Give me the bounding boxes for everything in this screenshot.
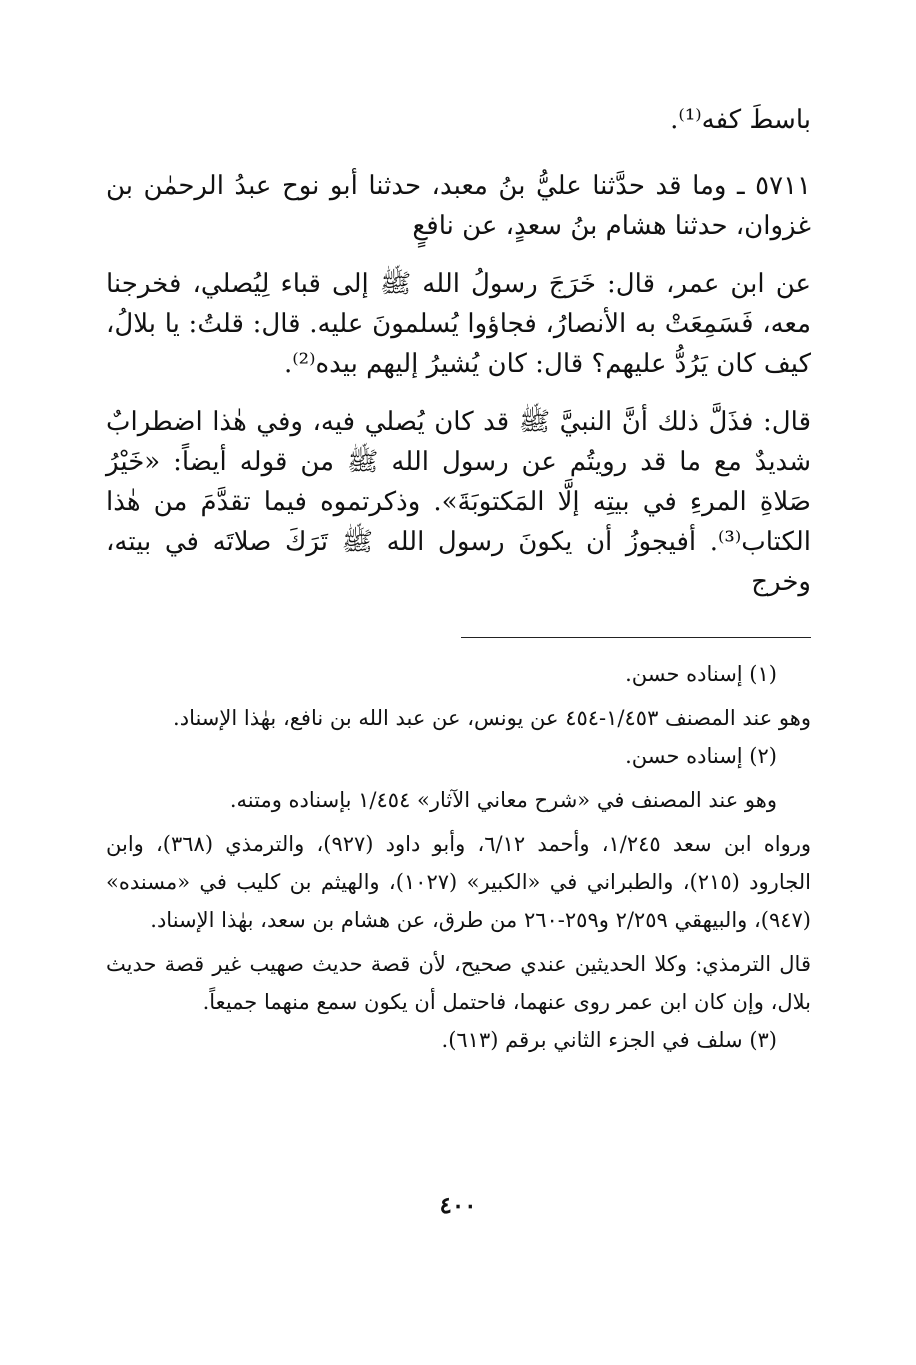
footnote-2-source: وهو عند المصنف في «شرح معاني الآثار» ١/٤٥٤ بإسناده ومتنه.	[229, 788, 777, 812]
footnote-2-grade: (٢) إسناده حسن.	[625, 744, 777, 768]
footnote-divider	[461, 637, 811, 638]
footnote-2-tirmidhi: قال الترمذي: وكلا الحديثين عندي صحيح، لأن قصة حديث صهيب غير قصة حديث بلال، وإن كان ابن عمر روى عنهما، فاحتمل أن يكون سمع منهما جميعاً.	[106, 952, 811, 1014]
hadith-5711-isnad: ٥٧١١ ـ وما قد حدَّثنا عليُّ بنُ معبد، حدثنا أبو نوح عبدُ الرحمٰن بن غزوان، حدثنا هشام بنُ سعدٍ، عن نافعٍ	[106, 171, 811, 241]
footnote-3: (٣) سلف في الجزء الثاني برقم (٦١٣).	[441, 1028, 777, 1052]
hadith-5711-matn: عن ابن عمر، قال: خَرَجَ رسولُ الله ﷺ إلى قباء لِيُصلي، فخرجنا معه، فَسَمِعَتْ به الأنصارُ، فجاؤوا يُسلمونَ عليه. قال: قلتُ: يا بلالُ، كيف كان يَرُدُّ عليهم؟ قال: كان يُشيرُ إليهم بيده⁽²⁾.	[106, 269, 811, 379]
commentary-paragraph: قال: فذَلَّ ذلك أنَّ النبيَّ ﷺ قد كان يُصلي فيه، وفي هٰذا اضطرابٌ شديدٌ مع ما قد رويتُم عن رسول الله ﷺ من قوله أيضاً: «خَيْرُ صَلاةِ المرءِ في بيتِه إلَّا المَكتوبَةَ». وذكرتموه فيما تقدَّمَ من هٰذا الكتاب⁽³⁾. أفيجوزُ أن يكونَ رسول الله ﷺ تَرَكَ صلاتَه في بيته، وخرج	[106, 407, 811, 597]
page-number: ٤٠٠	[439, 1192, 477, 1219]
footnote-1-source: وهو عند المصنف ١/٤٥٣-٤٥٤ عن يونس، عن عبد الله بن نافع، بهٰذا الإسناد.	[173, 706, 811, 730]
footnotes	[106, 655, 811, 1059]
main-text	[106, 100, 811, 602]
footnote-1-grade: (١) إسناده حسن.	[625, 662, 777, 686]
text-line-continuation: باسطَ كفه⁽¹⁾.	[670, 105, 811, 135]
footnote-2-takhrij: ورواه ابن سعد ١/٢٤٥، وأحمد ٦/١٢، وأبو داود (٩٢٧)، والترمذي (٣٦٨)، وابن الجارود (٢١٥)، والطبراني في «الكبير» (١٠٢٧)، والهيثم بن كليب في «مسنده» (٩٤٧)، والبيهقي ٢/٢٥٩ و٢٥٩-٢٦٠ من طرق، عن هشام بن سعد، بهٰذا الإسناد.	[106, 832, 812, 932]
